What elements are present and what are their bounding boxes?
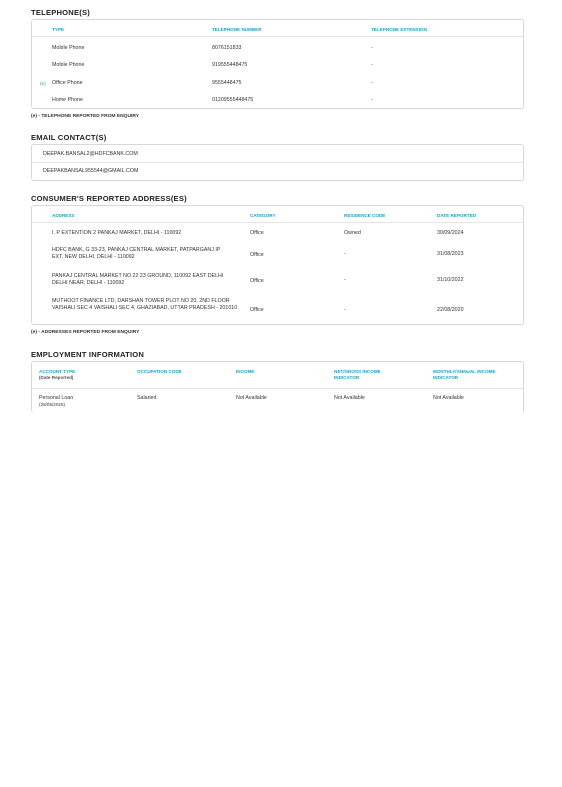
address-date: 22/08/2020 <box>437 307 464 313</box>
address-category: Office <box>250 307 264 313</box>
phone-extension: - <box>371 62 373 68</box>
email-divider <box>32 162 523 163</box>
address-date: 31/10/2022 <box>437 277 464 283</box>
header-category: CATEGORY <box>250 213 276 218</box>
employment-income: Not Available <box>236 395 267 401</box>
address-date: 31/08/2023 <box>437 251 464 257</box>
phone-type: Mobile Phone <box>52 45 85 51</box>
header-account-type-label: ACCOUNT TYPE <box>39 369 76 374</box>
telephones-table <box>31 19 524 109</box>
address-category: Office <box>250 278 264 284</box>
phone-number: 919555448475 <box>212 62 248 68</box>
email-item: DEEPAK.BANSAL2@HDFCBANK.COM <box>43 151 138 157</box>
employment-table <box>31 361 524 413</box>
header-divider <box>32 388 523 389</box>
header-net-gross-indicator: NET/GROSS INCOME INDICATOR <box>334 369 381 380</box>
header-monthly-annual-indicator: MONTHLY/ANNUAL INCOME INDICATOR <box>433 369 496 380</box>
emails-title: EMAIL CONTACT(S) <box>31 133 107 142</box>
address-date: 30/09/2024 <box>437 230 464 236</box>
employment-date: (25/05/2025) <box>39 402 66 407</box>
phone-extension: - <box>371 45 373 51</box>
header-divider <box>32 222 523 223</box>
emails-box <box>31 144 524 181</box>
header-account-type-sub: (Date Reported) <box>39 374 74 380</box>
address-text: HDFC BANK, G 33-23, PANKAJ CENTRAL MARKET, PATPARGANJ IP EXT, NEW DELHI, DELHI - 110092 <box>52 247 221 260</box>
address-residence-code: - <box>344 251 346 257</box>
phone-number: 9555448475 <box>212 80 242 86</box>
phone-extension: - <box>371 97 373 103</box>
header-type: TYPE <box>52 27 64 32</box>
employment-title: EMPLOYMENT INFORMATION <box>31 350 145 359</box>
phone-number: 01209555448475 <box>212 97 254 103</box>
header-account-type <box>39 369 75 380</box>
address-residence-code: Owned <box>344 230 361 236</box>
header-date-reported: DATE REPORTED <box>437 213 476 218</box>
header-occupation-code: OCCUPATION CODE <box>137 369 182 374</box>
address-residence-code: - <box>344 307 346 313</box>
header-income: INCOME <box>236 369 255 374</box>
header-residence-code: RESIDENCE CODE <box>344 213 386 218</box>
phone-type: Mobile Phone <box>52 62 85 68</box>
employment-monthly-annual: Not Available <box>433 395 464 401</box>
address-text: PANKAJ CENTRAL MARKET NO 22 23 GROUND, 110092 EAST DELHI DELHI NEAR, DELHI - 110092 <box>52 273 224 286</box>
enquiry-marker: (e) <box>40 81 46 86</box>
address-residence-code: - <box>344 277 346 283</box>
employment-net-gross: Not Available <box>334 395 365 401</box>
telephones-footnote: (e) - TELEPHONE REPORTED FROM ENQUIRY <box>31 114 139 119</box>
addresses-table <box>31 205 524 325</box>
header-telephone-number: TELEPHONE NUMBER <box>212 27 262 32</box>
addresses-footnote: (e) - ADDRESSES REPORTED FROM ENQUIRY <box>31 330 140 335</box>
employment-account-type: Personal Loan <box>39 395 74 401</box>
phone-type: Home Phone <box>52 97 83 103</box>
address-category: Office <box>250 230 264 236</box>
phone-extension: - <box>371 80 373 86</box>
addresses-title: CONSUMER'S REPORTED ADDRESS(ES) <box>31 194 187 203</box>
address-text: I. P EXTENTION 2 PANKAJ MARKET, DELHI - 110092 <box>52 230 182 236</box>
address-category: Office <box>250 252 264 258</box>
employment-occupation: Salaried <box>137 395 157 401</box>
telephones-title: TELEPHONE(S) <box>31 8 90 17</box>
header-telephone-extension: TELEPHONE EXTENSION <box>371 27 427 32</box>
phone-type: Office Phone <box>52 80 83 86</box>
header-address: ADDRESS <box>52 213 75 218</box>
phone-number: 8076151833 <box>212 45 242 51</box>
header-divider <box>32 36 523 37</box>
address-text: MUTHOOT FINANCE LTD, DARSHAN TOWER PLOT NO 20, 2ND FLOOR VAISHALI SEC 4 VAISHALI SEC 4, GHAZIABAD, UTTAR PRADESH - 201010 <box>52 298 238 311</box>
email-item: DEEPAKBANSAL955544@GMAIL.COM <box>43 168 139 174</box>
